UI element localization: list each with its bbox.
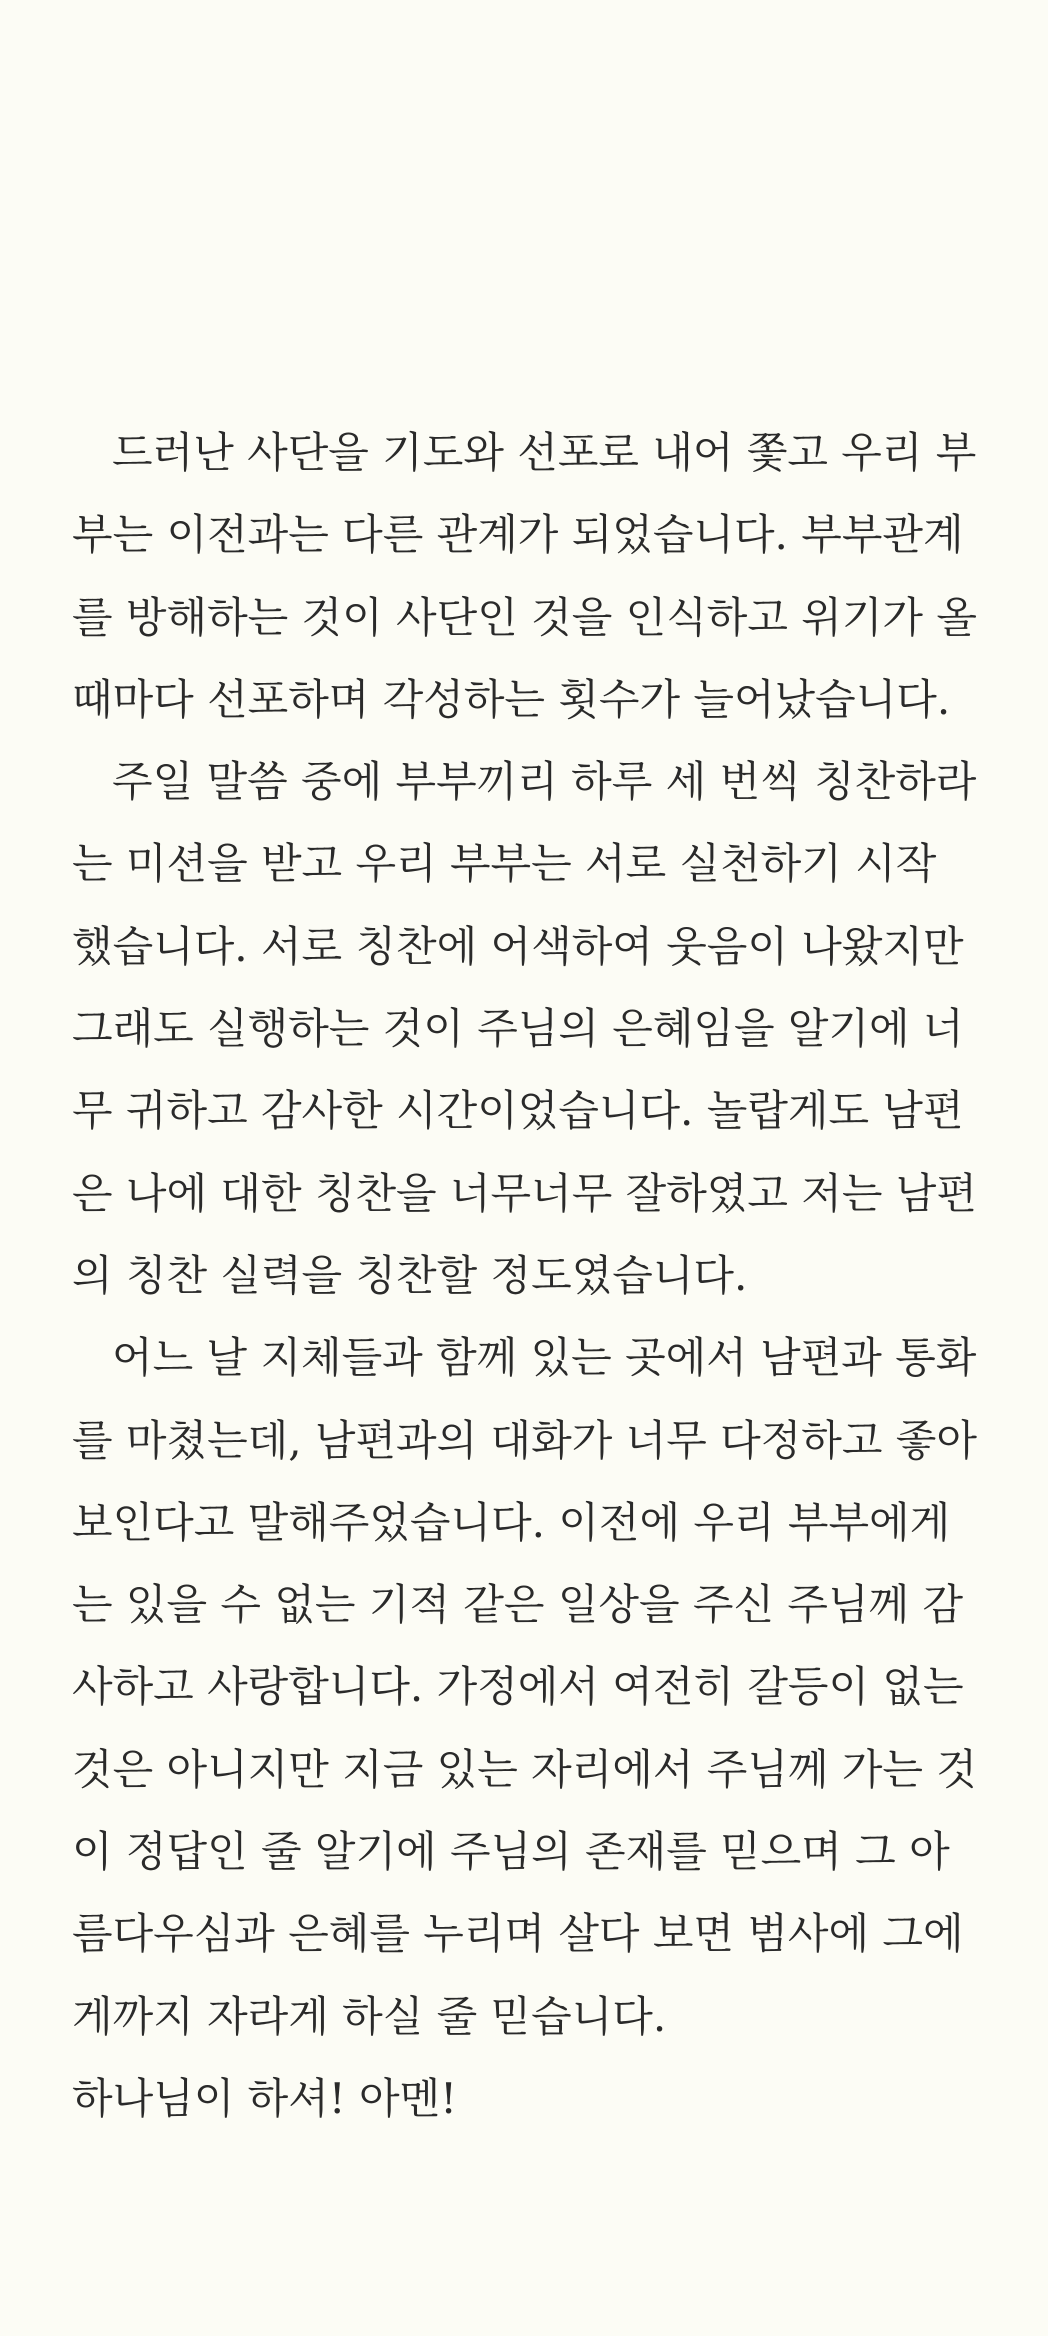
text-line: 는 있을 수 없는 기적 같은 일상을 주신 주님께 감	[72, 1580, 964, 1630]
text-line: 때마다 선포하며 각성하는 횟수가 늘어났습니다.	[72, 674, 951, 724]
text-line: 를 마쳤는데, 남편과의 대화가 너무 다정하고 좋아	[72, 1415, 977, 1465]
text-line: 이 정답인 줄 알기에 주님의 존재를 믿으며 그 아	[72, 1827, 950, 1877]
text-line: 은 나에 대한 칭찬을 너무너무 잘하였고 저는 남편	[72, 1168, 977, 1218]
text-line: 를 방해하는 것이 사단인 것을 인식하고 위기가 올	[72, 592, 977, 642]
text-line: 그래도 실행하는 것이 주님의 은혜임을 알기에 너	[72, 1004, 964, 1054]
text-line: 주일 말씀 중에 부부끼리 하루 세 번씩 칭찬하라	[72, 757, 977, 807]
text-line: 부는 이전과는 다른 관계가 되었습니다. 부부관계	[72, 510, 964, 560]
text-line: 것은 아니지만 지금 있는 자리에서 주님께 가는 것	[72, 1744, 977, 1794]
text-line: 보인다고 말해주었습니다. 이전에 우리 부부에게	[72, 1497, 951, 1547]
text-line: 하나님이 하셔! 아멘!	[72, 2073, 458, 2123]
text-line: 사하고 사랑합니다. 가정에서 여전히 갈등이 없는	[72, 1662, 964, 1712]
text-line: 드러난 사단을 기도와 선포로 내어 쫓고 우리 부	[72, 428, 977, 477]
text-line: 름다우심과 은혜를 누리며 살다 보면 범사에 그에	[72, 1909, 964, 1959]
body-text	[72, 412, 1002, 2140]
text-line: 는 미션을 받고 우리 부부는 서로 실천하기 시작	[72, 839, 937, 889]
text-line: 게까지 자라게 하실 줄 믿습니다.	[72, 1991, 667, 2041]
text-line: 했습니다. 서로 칭찬에 어색하여 웃음이 나왔지만	[72, 921, 964, 971]
text-line: 어느 날 지체들과 함께 있는 곳에서 남편과 통화	[72, 1333, 977, 1383]
text-line: 무 귀하고 감사한 시간이었습니다. 놀랍게도 남편	[72, 1086, 964, 1136]
text-line: 의 칭찬 실력을 칭찬할 정도였습니다.	[72, 1250, 748, 1300]
